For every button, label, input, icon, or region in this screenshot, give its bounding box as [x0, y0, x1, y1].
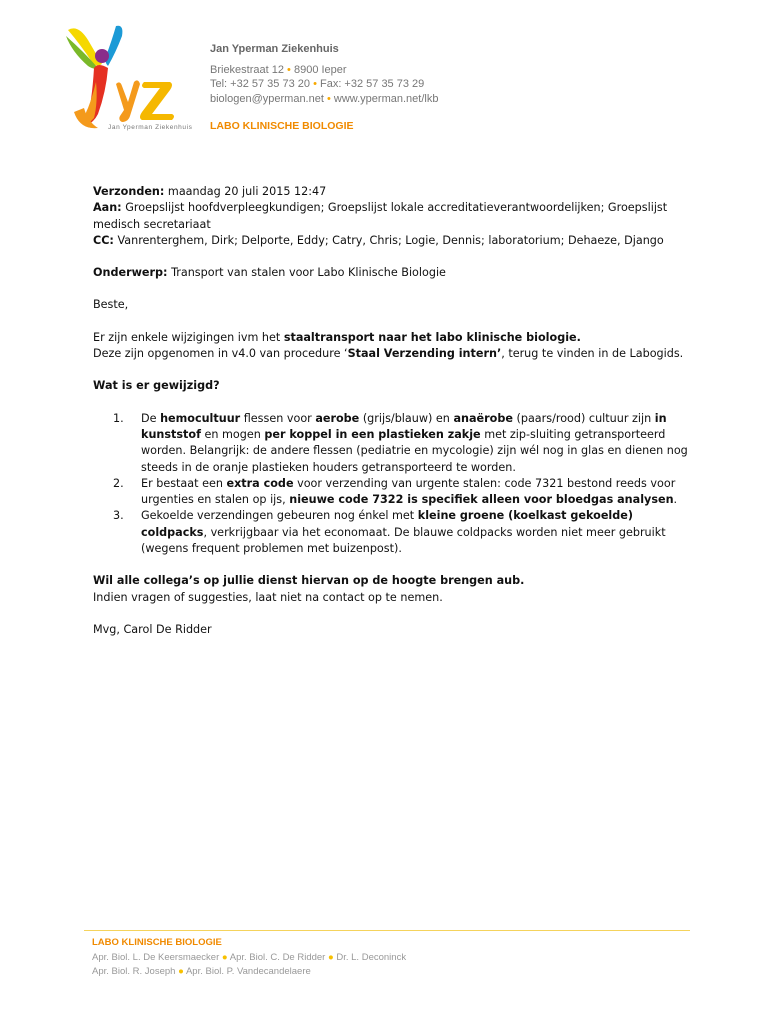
- item-bold: hemocultuur: [160, 411, 241, 425]
- staff-name: Apr. Biol. P. Vandecandelaere: [185, 966, 311, 978]
- item-text: , verkrijgbaar via het economaat. De blauwe coldpacks worden niet meer gebruikt (wegens frequent problemen met buizenpost).: [141, 525, 666, 556]
- hospital-logo: [58, 22, 198, 134]
- item-text: Gekoelde verzendingen gebeuren nog énkel met: [141, 509, 418, 523]
- item-text: met zip-sluiting getransporteerd worden. Belangrijk: de andere flessen (pediatrie en mycologie) zijn wél nog in glas en dienen nog steeds in de oranje plastieken houders getransporteerd te worden.: [141, 427, 688, 474]
- phone: Tel: +32 57 35 73 20: [210, 78, 310, 91]
- list-item: [93, 476, 693, 509]
- subject-value: Transport van stalen voor Labo Klinische Biologie: [167, 266, 446, 280]
- intro1-bold: staaltransport naar het labo klinische biologie.: [283, 330, 581, 344]
- item-text: Er bestaat een: [141, 476, 227, 490]
- item-bold: kleine groene (koelkast gekoelde) coldpacks: [141, 509, 633, 539]
- intro2-tail: , terug te vinden in de Labogids.: [501, 347, 684, 361]
- sent-value: maandag 20 juli 2015 12:47: [164, 185, 327, 198]
- item-bold: extra code: [226, 476, 294, 490]
- bullet-icon: ●: [327, 951, 334, 963]
- item-text: De: [141, 411, 161, 425]
- footer-staff-line-1: [92, 951, 406, 966]
- question-heading: [93, 378, 693, 394]
- footer-divider: [84, 930, 690, 931]
- bullet-icon: ●: [221, 951, 228, 963]
- item-text: en mogen: [200, 427, 265, 441]
- cc-value: Vanrenterghem, Dirk; Delporte, Eddy; Catry, Chris; Logie, Dennis; laboratorium; Dehaeze, Django: [113, 233, 664, 247]
- web-link[interactable]: www.yperman.net/lkb: [333, 92, 439, 105]
- intro2-bold: Staal Verzending intern’: [347, 347, 502, 361]
- item-number: 2.: [113, 476, 124, 490]
- changes-list: [93, 411, 693, 558]
- list-item: [93, 508, 693, 557]
- item-text: voor verzending van urgente stalen: code 7321 bestond reeds voor urgenties en stalen op ijs,: [141, 476, 676, 507]
- item-text: .: [673, 493, 678, 507]
- phone-line: [210, 77, 438, 91]
- bullet-icon: •: [313, 78, 317, 91]
- item-text: flessen voor: [240, 411, 316, 425]
- staff-name: Apr. Biol. C. De Ridder: [229, 951, 326, 963]
- intro1-text: Er zijn enkele wijzigingen ivm het: [93, 330, 284, 344]
- to-value: Groepslijst hoofdverpleegkundigen; Groepslijst lokale accreditatieverantwoordelijken; Groepslijst medisch secretariaat: [93, 201, 668, 231]
- street: Briekestraat 12: [210, 64, 284, 77]
- to-line: [93, 200, 693, 233]
- cc-label: CC:: [93, 233, 114, 247]
- item-number: 3.: [113, 509, 124, 523]
- bullet-icon: •: [326, 92, 331, 105]
- cc-line: [93, 233, 693, 249]
- intro2-text: Deze zijn opgenomen in v4.0 van procedure ‘: [93, 347, 348, 361]
- staff-name: Dr. L. Deconinck: [336, 951, 407, 963]
- staff-name: Apr. Biol. R. Joseph: [92, 966, 176, 978]
- address-line: [210, 63, 438, 77]
- item-bold: per koppel in een plastieken zakje: [264, 427, 481, 441]
- staff-name: Apr. Biol. L. De Keersmaecker: [92, 951, 220, 963]
- subject-line: [93, 265, 693, 281]
- bullet-icon: •: [287, 64, 291, 77]
- contact-line: Indien vragen of suggesties, laat niet na contact op te nemen.: [93, 590, 443, 604]
- intro-line-2: [93, 346, 693, 362]
- city: 8900 Ieper: [293, 64, 347, 77]
- item-bold: in kunststof: [141, 411, 667, 441]
- item-text: (grijs/blauw) en: [359, 411, 454, 425]
- to-label: Aan:: [93, 201, 122, 215]
- request-line: [93, 573, 693, 589]
- fax: Fax: +32 57 35 73 29: [319, 78, 425, 91]
- department-title: LABO KLINISCHE BIOLOGIE: [210, 119, 354, 132]
- signoff: Mvg, Carol De Ridder: [93, 622, 212, 636]
- greeting: Beste,: [93, 298, 129, 312]
- item-number: 1.: [113, 411, 124, 425]
- footer: [92, 936, 406, 980]
- letterhead: [210, 42, 438, 133]
- question-text: Wat is er gewijzigd?: [93, 379, 220, 393]
- subject-label: Onderwerp:: [93, 266, 168, 280]
- contact-line: [210, 92, 438, 106]
- footer-title: LABO KLINISCHE BIOLOGIE: [92, 937, 222, 948]
- item-bold: nieuwe code 7322 is specifiek alleen voor bloedgas analysen: [289, 493, 674, 507]
- bullet-icon: ●: [178, 966, 184, 978]
- list-item: [93, 411, 693, 476]
- intro-line-1: [93, 330, 693, 346]
- request-text: Wil alle collega’s op jullie dienst hiervan op de hoogte brengen aub.: [93, 574, 525, 588]
- item-text: (paars/rood) cultuur zijn: [512, 411, 655, 425]
- footer-staff-line-2: [92, 965, 406, 980]
- sent-line: [93, 184, 693, 200]
- hospital-name: Jan Yperman Ziekenhuis: [210, 43, 339, 55]
- mail-body: [93, 184, 693, 638]
- item-bold: anaërobe: [453, 411, 513, 425]
- email-link[interactable]: biologen@yperman.net: [210, 92, 324, 105]
- sent-label: Verzonden:: [93, 185, 165, 198]
- logo-caption: Jan Yperman Ziekenhuis: [108, 124, 193, 131]
- item-bold: aerobe: [315, 411, 360, 425]
